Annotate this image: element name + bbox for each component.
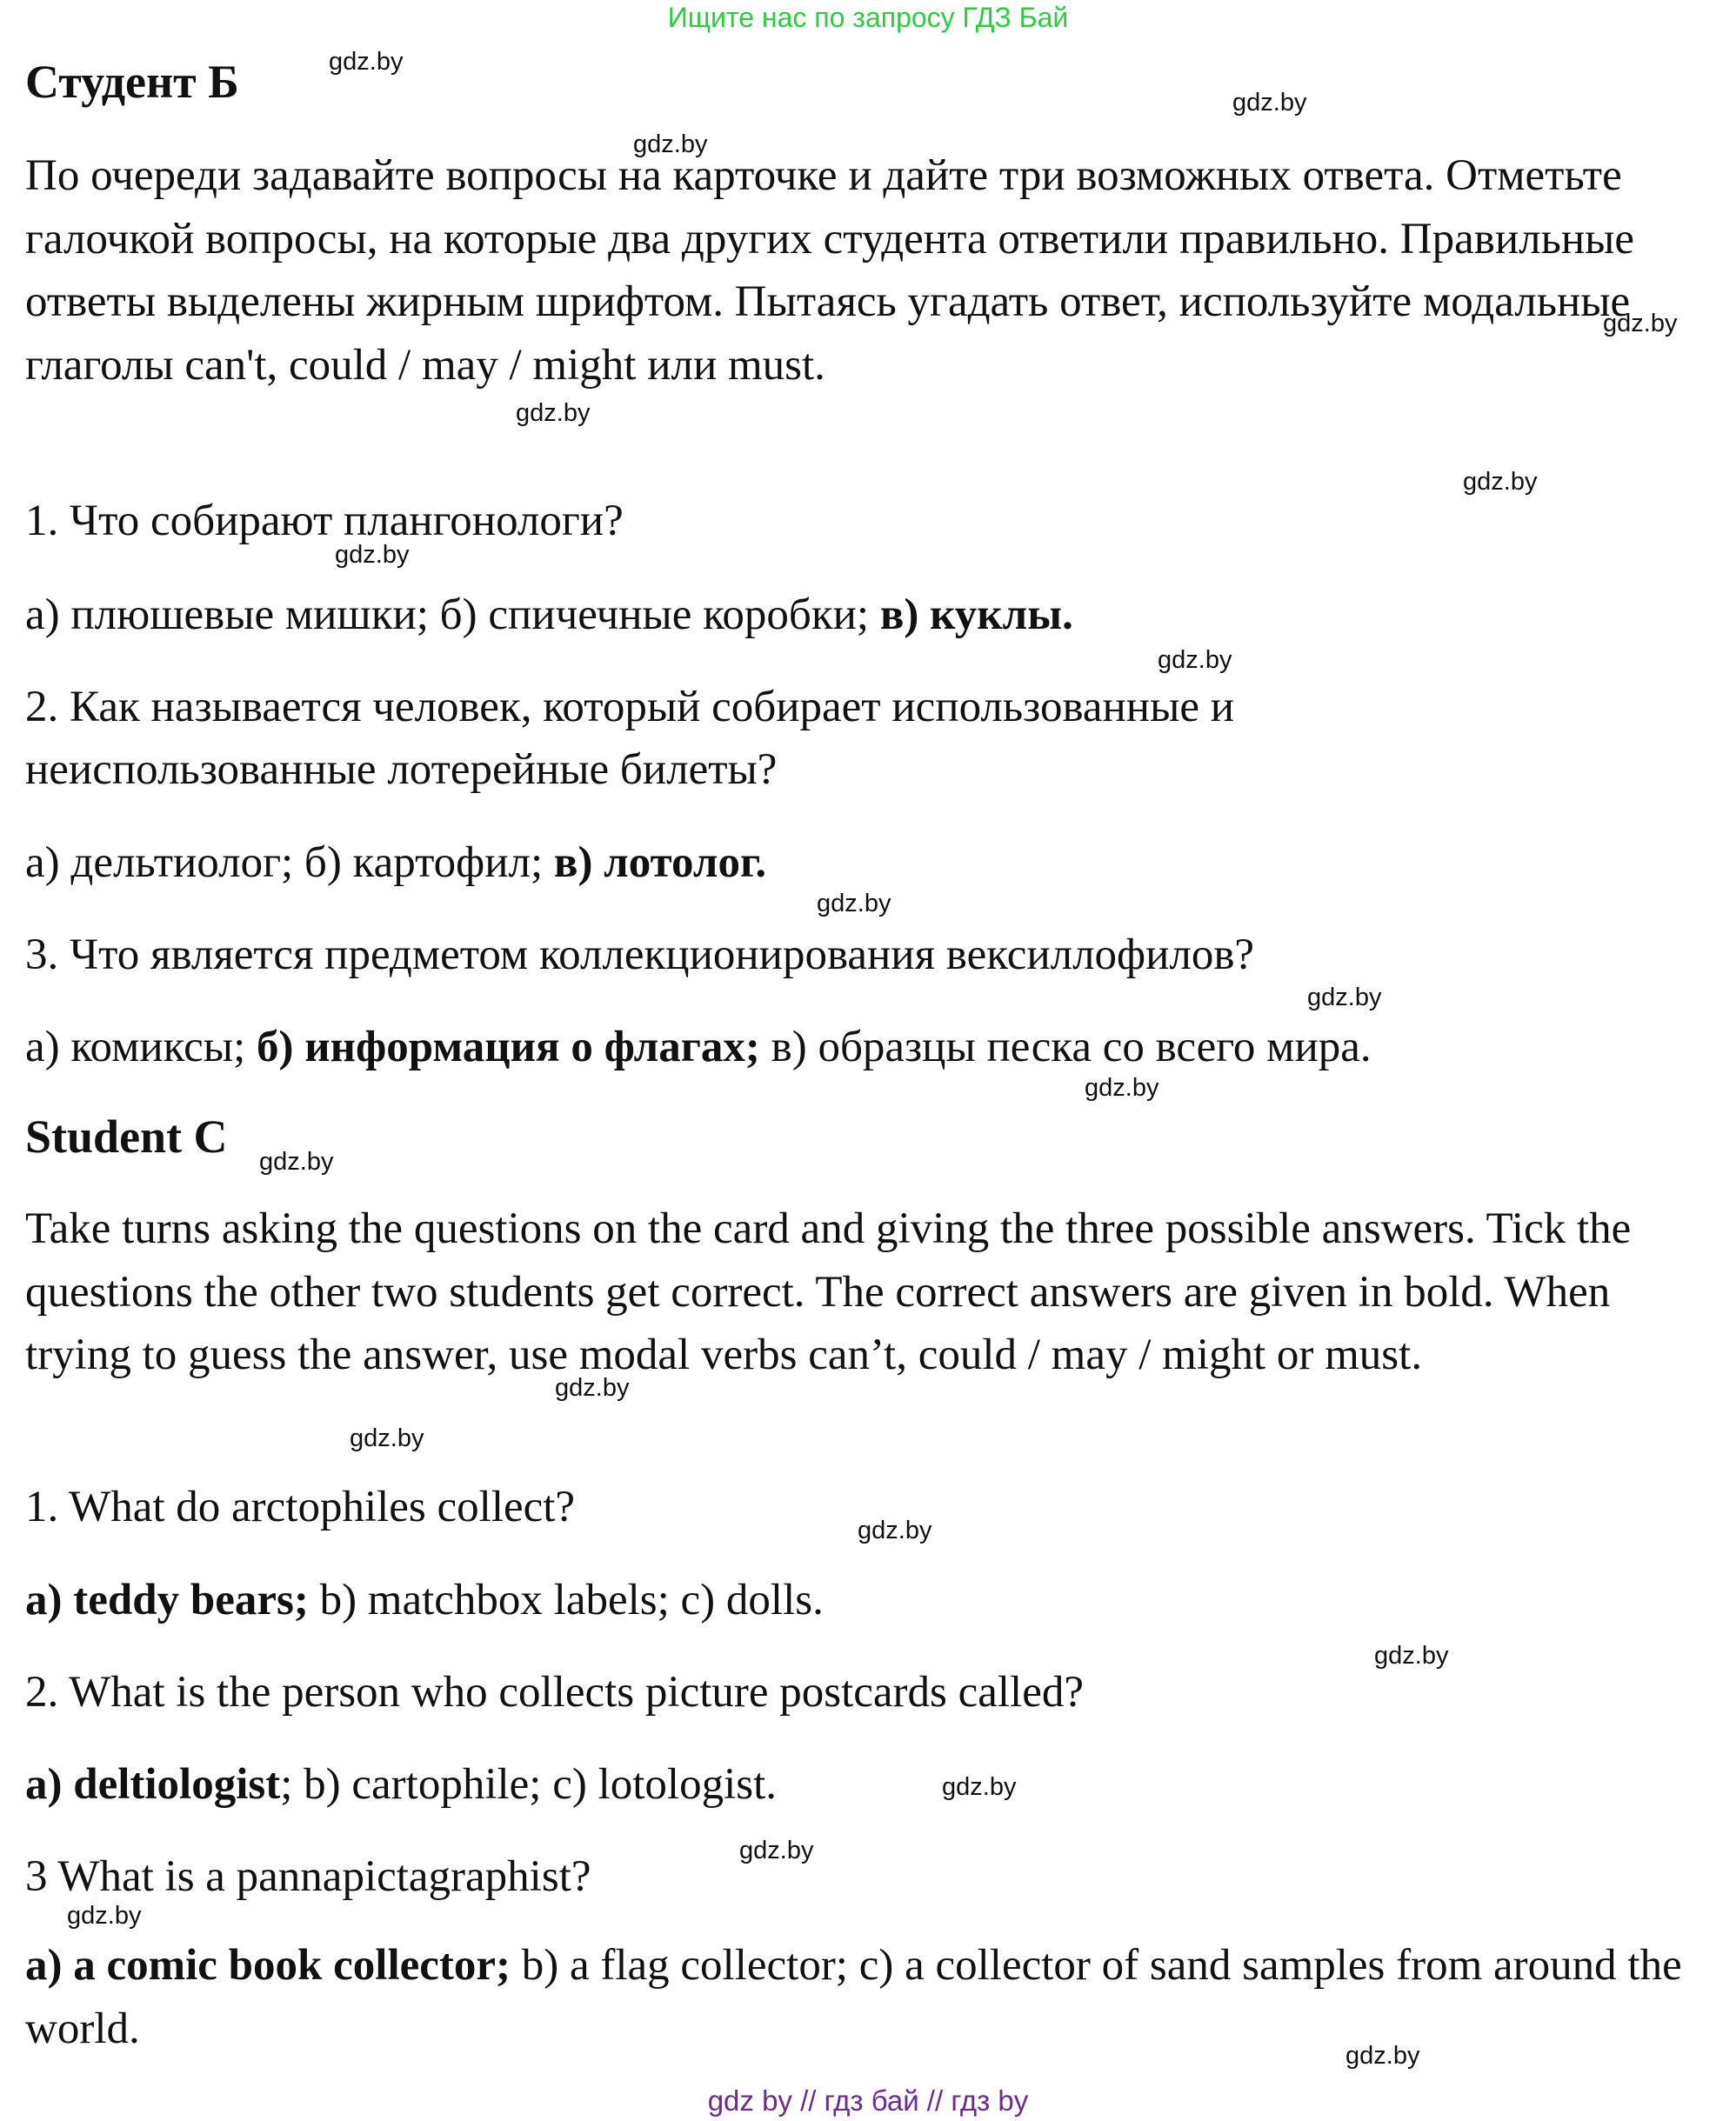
answer-text: ; b) cartophile; c) lotologist.: [280, 1760, 778, 1809]
watermark: gdz.by: [329, 48, 404, 76]
answer-text: b) matchbox labels; c) dolls.: [308, 1576, 824, 1624]
watermark: gdz.by: [335, 541, 410, 569]
correct-answer: в) лотолог.: [553, 838, 767, 887]
correct-answer: a) a comic book collector;: [25, 1941, 511, 1990]
watermark: gdz.by: [1085, 1074, 1159, 1102]
watermark: gdz.by: [1463, 468, 1538, 496]
correct-answer: б) информация о флагах;: [256, 1023, 760, 1071]
correct-answer: в) куклы.: [879, 590, 1073, 639]
watermark: gdz.by: [555, 1374, 630, 1402]
section-b-answer-1: [25, 589, 1726, 641]
watermark: gdz.by: [1603, 310, 1678, 337]
watermark: gdz.by: [817, 890, 891, 917]
watermark: gdz.by: [1158, 646, 1232, 674]
watermark: gdz.by: [1307, 984, 1382, 1011]
watermark: gdz.by: [259, 1148, 334, 1176]
section-c-question-1: 1. What do arctophiles collect?: [25, 1483, 576, 1531]
section-c-answer-3: [25, 1934, 1726, 2060]
section-c-title: Student C: [25, 1111, 228, 1163]
watermark: gdz.by: [739, 1837, 814, 1864]
correct-answer: a) teddy bears;: [25, 1576, 309, 1624]
correct-answer: a) deltiologist: [25, 1760, 281, 1809]
search-banner: Ищите нас по запросу ГДЗ Бай: [667, 2, 1069, 33]
section-c-instructions: Take turns asking the questions on the card and giving the three possible answers. Tick the questions the other two students get correct. The correct answers are given in bold. When trying to guess the answer, use modal verbs can’t, could / may / might or must.: [25, 1204, 1632, 1379]
watermark: gdz.by: [1345, 2042, 1420, 2070]
watermark: gdz.by: [858, 1517, 932, 1544]
answer-text: а) комиксы;: [25, 1023, 257, 1071]
watermark: gdz.by: [516, 399, 591, 427]
section-b-question-2-line-1: 2. Как называется человек, который собирает использованные и: [25, 683, 1235, 731]
section-c-answer-1: [25, 1574, 1726, 1626]
answer-text: а) плюшевые мишки; б) спичечные коробки;: [25, 590, 880, 639]
watermark: gdz.by: [942, 1773, 1017, 1801]
watermark: gdz.by: [1232, 89, 1307, 117]
section-b-answer-2: [25, 837, 1726, 889]
watermark: gdz.by: [67, 1902, 142, 1930]
watermark: gdz.by: [350, 1424, 424, 1452]
section-b-title: Студент Б: [25, 56, 239, 108]
section-b-instructions: По очереди задавайте вопросы на карточке и дайте три возможных ответа. Отметьте галочкой вопросы, на которые два других студента ответили правильно. Правильные ответы выделены жирным шрифтом. Пытаясь угадать ответ, используйте модальные глаголы can't, could / may / might или must.: [25, 151, 1635, 390]
answer-text: b) a flag collector; c) a collector of sand samples from around the world.: [25, 1941, 1682, 2053]
footer-links: gdz by // гдз бай // гдз by: [707, 2084, 1029, 2117]
section-b-question-1: 1. Что собирают плангонологи?: [25, 497, 624, 545]
watermark: gdz.by: [633, 130, 708, 158]
section-b-answer-3: [25, 1021, 1726, 1073]
answer-text: а) дельтиолог; б) картофил;: [25, 838, 554, 887]
section-c-answer-2: [25, 1758, 1726, 1811]
section-b-question-2-line-2: неиспользованные лотерейные билеты?: [25, 745, 778, 794]
answer-text: в) образцы песка со всего мира.: [759, 1023, 1372, 1071]
watermark: gdz.by: [1374, 1642, 1449, 1670]
section-c-question-2: 2. What is the person who collects picture postcards called?: [25, 1668, 1085, 1717]
section-b-question-3: 3. Что является предметом коллекционирования вексиллофилов?: [25, 930, 1255, 979]
section-c-question-3: 3 What is a pannapictagraphist?: [25, 1852, 591, 1901]
